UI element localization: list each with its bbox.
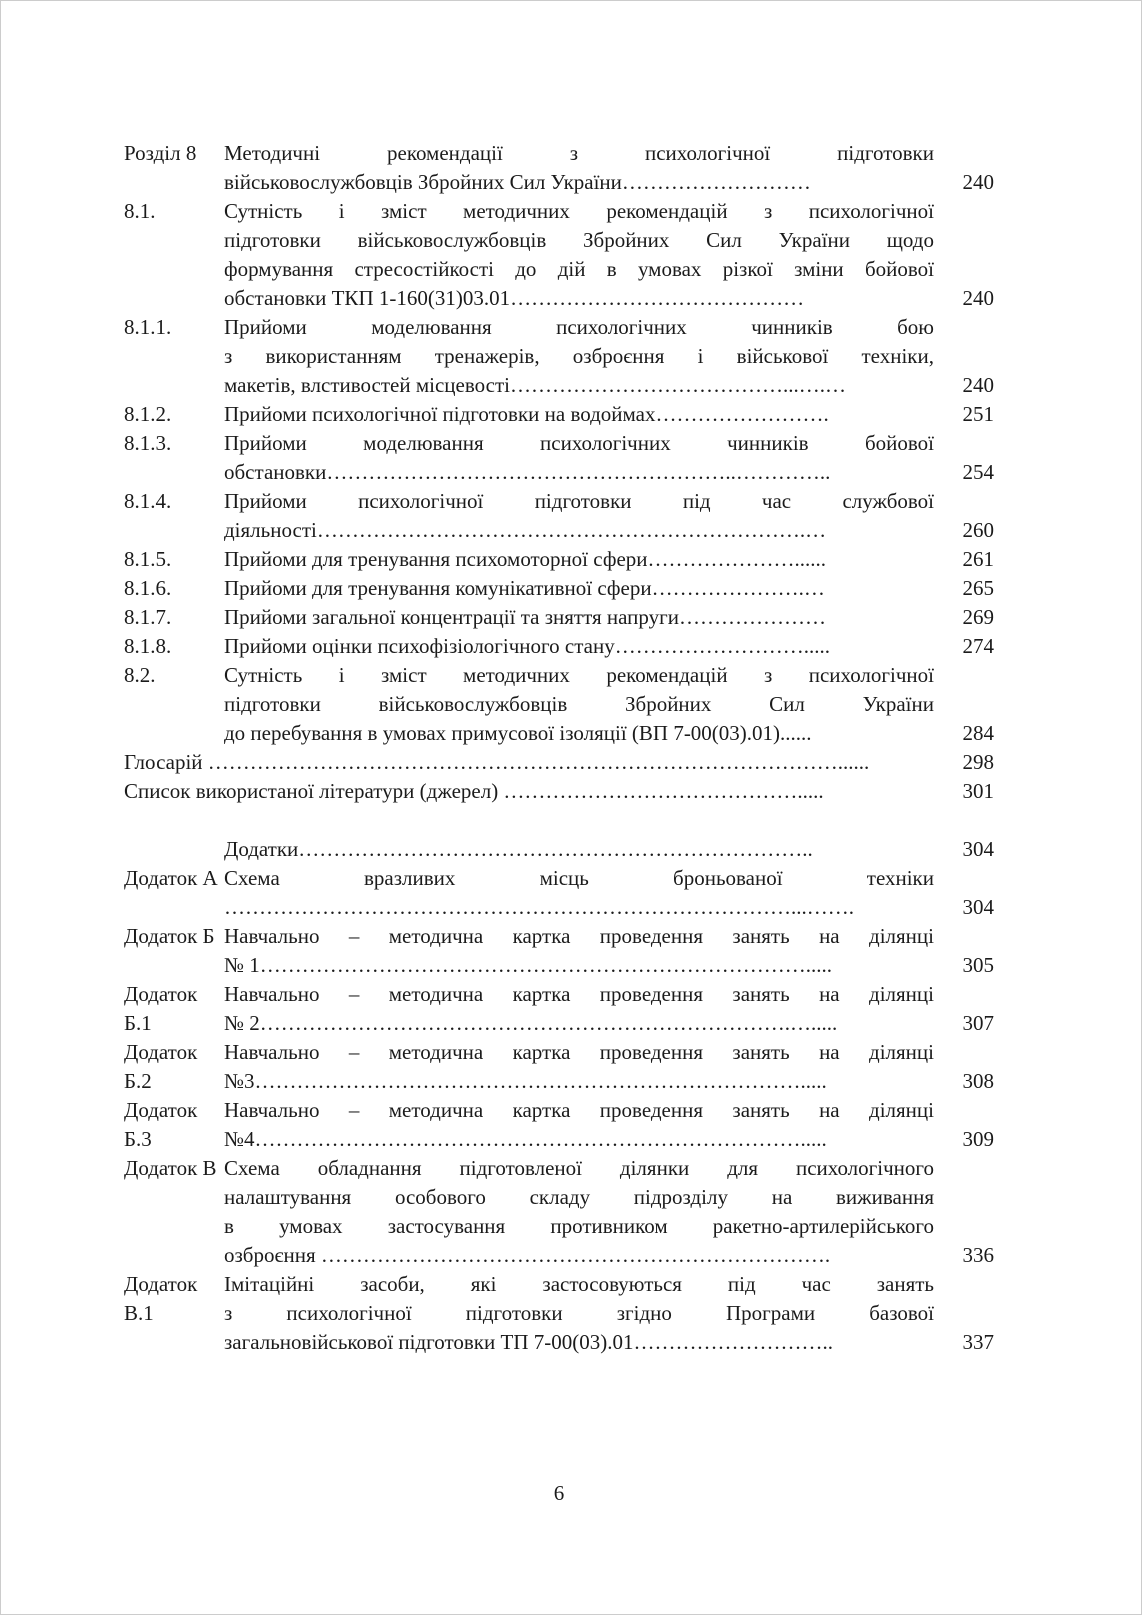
toc-entry-label: 8.1.2. — [124, 402, 172, 426]
toc-entry-page: 254 — [962, 460, 994, 484]
toc-entry-title — [224, 632, 934, 661]
toc-entry-label: 8.1.5. — [124, 547, 172, 571]
toc-entry-label: Додаток В.1 — [124, 1272, 198, 1325]
toc-title-line: в умовах застосування противником ракетно-артилерійського — [224, 1214, 934, 1238]
toc-title-line: озброєння ………………………………………………………………. — [224, 1243, 831, 1267]
toc-row — [124, 1270, 994, 1357]
toc-title-line: макетів, влстивостей місцевості…………………………………...….… — [224, 373, 846, 397]
toc-title-line: налаштування особового складу підрозділу на виживання — [224, 1185, 934, 1209]
toc-entry-label: Розділ 8 — [124, 141, 197, 165]
toc-title-line: Прийоми для тренування психомоторної сфери…………………...... — [224, 547, 827, 571]
toc-title-line: Навчально – методична картка проведення занять на ділянці — [224, 1098, 934, 1122]
toc-row — [124, 835, 994, 864]
toc-entry-label: 8.1.7. — [124, 605, 172, 629]
page-number: 6 — [553, 1481, 565, 1505]
toc-title-line: Імітаційні засоби, які застосовуються під час занять — [224, 1272, 934, 1296]
toc-title-line: діяльності…………………………………………………………….… — [224, 518, 827, 542]
toc-entry-page: 308 — [962, 1069, 994, 1093]
toc-row — [124, 574, 994, 603]
toc-entry-title — [224, 980, 934, 1038]
toc-title-line: Прийоми психологічної підготовки на водоймах……………………. — [224, 402, 829, 426]
toc-entry-title — [124, 777, 934, 806]
toc-title-line: Прийоми для тренування комунікативної сфери………………….… — [224, 576, 825, 600]
toc-row — [124, 980, 994, 1038]
toc-entry-label: 8.1.3. — [124, 431, 172, 455]
toc-row — [124, 748, 994, 777]
toc-entry-label: 8.1. — [124, 199, 156, 223]
toc-entry-title — [224, 487, 934, 545]
toc-entry-label: 8.1.6. — [124, 576, 172, 600]
toc-title-line: ………………………………………………………………………...……. — [224, 895, 854, 919]
toc-row — [124, 661, 994, 748]
toc-entry-label: Додаток Б.1 — [124, 982, 198, 1035]
toc-entry-title — [224, 429, 934, 487]
toc-entry-title — [224, 661, 934, 748]
toc-entry-label: 8.1.1. — [124, 315, 172, 339]
toc-entry-page: 260 — [962, 518, 994, 542]
toc-entry-page: 240 — [962, 373, 994, 397]
toc-entry-page: 337 — [962, 1330, 994, 1354]
toc-entry-page: 284 — [962, 721, 994, 745]
toc-row — [124, 487, 994, 545]
toc-entry-label — [124, 835, 224, 864]
toc-entry-page: 301 — [962, 779, 994, 803]
toc-title-line: Глосарій ………………………………………………………………………………...... — [124, 750, 870, 774]
toc-entry-page: 304 — [962, 895, 994, 919]
toc-entry-title — [224, 197, 934, 313]
toc-title-line: обстановки ТКП 1-160(31)03.01…………………………………… — [224, 286, 805, 310]
toc-title-line: Навчально – методична картка проведення занять на ділянці — [224, 982, 934, 1006]
toc-entry-page: 305 — [962, 953, 994, 977]
toc-entry-page: 309 — [962, 1127, 994, 1151]
toc-entry-page: 298 — [962, 750, 994, 774]
toc-title-line: Прийоми психологічної підготовки під час службової — [224, 489, 934, 513]
toc-entry-title — [224, 922, 934, 980]
toc-entry-label: 8.2. — [124, 663, 156, 687]
toc-title-line: Схема обладнання підготовленої ділянки для психологічного — [224, 1156, 934, 1180]
toc-row — [124, 429, 994, 487]
toc-title-line: Прийоми оцінки психофізіологічного стану………………………..... — [224, 634, 830, 658]
toc-title-line: Прийоми загальної концентрації та зняття напруги………………… — [224, 605, 826, 629]
toc-title-line: формування стресостійкості до дій в умовах різкої зміни бойової — [224, 257, 934, 281]
toc-entry-title — [224, 574, 934, 603]
toc-entry-title — [224, 313, 934, 400]
toc-entry-title — [224, 1270, 934, 1357]
toc-entry-page: 269 — [962, 605, 994, 629]
toc-entry-page: 240 — [962, 286, 994, 310]
toc-title-line: Список використаної літератури (джерел) ……………………………………..... — [124, 779, 824, 803]
toc-entry-title — [224, 545, 934, 574]
toc-row — [124, 545, 994, 574]
toc-entry-title — [124, 748, 934, 777]
toc-title-line: з використанням тренажерів, озброєння і військової техніки, — [224, 344, 934, 368]
toc-title-line: Прийоми моделювання психологічних чинників бою — [224, 315, 934, 339]
toc-title-line: Сутність і зміст методичних рекомендацій з психологічної — [224, 663, 934, 687]
toc-row — [124, 313, 994, 400]
toc-entry-page: 336 — [962, 1243, 994, 1267]
toc-row — [124, 400, 994, 429]
toc-title-line: до перебування в умовах примусової ізоляції (ВП 7-00(03).01)...... — [224, 721, 812, 745]
toc-row — [124, 777, 994, 806]
toc-title-line: підготовки військовослужбовців Збройних Сил України — [224, 692, 934, 716]
toc-title-line: з психологічної підготовки згідно Програми базової — [224, 1301, 934, 1325]
toc-entry-label: 8.1.4. — [124, 489, 172, 513]
table-of-contents — [124, 139, 994, 1357]
toc-title-line: Схема вразливих місць броньованої техніки — [224, 866, 934, 890]
toc-row — [124, 603, 994, 632]
toc-entry-label: 8.1.8. — [124, 634, 172, 658]
toc-entry-label: Додаток А — [124, 866, 218, 890]
toc-entry-title — [224, 400, 934, 429]
toc-title-line: Прийоми моделювання психологічних чинників бойової — [224, 431, 934, 455]
toc-title-line: Методичні рекомендації з психологічної підготовки — [224, 141, 934, 165]
toc-entry-page: 251 — [962, 402, 994, 426]
toc-row — [124, 1154, 994, 1270]
toc-entry-title — [224, 1096, 934, 1154]
toc-row — [124, 922, 994, 980]
toc-row — [124, 1038, 994, 1096]
toc-title-line: № 2………………………………………………………………….…..... — [224, 1011, 838, 1035]
toc-title-line: підготовки військовослужбовців Збройних Сил України щодо — [224, 228, 934, 252]
toc-entry-title — [224, 864, 934, 922]
toc-title-line: загальновійськової підготовки ТП 7-00(03).01……………………….. — [224, 1330, 833, 1354]
toc-entry-page: 261 — [962, 547, 994, 571]
toc-title-line: №3……………………………………………………………………..... — [224, 1069, 827, 1093]
toc-title-line: №4……………………………………………………………………..... — [224, 1127, 827, 1151]
toc-title-line: Навчально – методична картка проведення занять на ділянці — [224, 924, 934, 948]
toc-entry-label: Додаток Б — [124, 924, 215, 948]
toc-entry-title — [224, 603, 934, 632]
toc-entry-title — [224, 1038, 934, 1096]
toc-title-line: Навчально – методична картка проведення занять на ділянці — [224, 1040, 934, 1064]
toc-entry-page: 240 — [962, 170, 994, 194]
toc-row — [124, 197, 994, 313]
toc-title-line: військовослужбовців Збройних Сил України……………………… — [224, 170, 811, 194]
toc-title-line: обстановки…………………………………………………..………….. — [224, 460, 831, 484]
toc-entry-title — [224, 835, 934, 864]
toc-title-line: Додатки……………………………………………………………….. — [224, 837, 813, 861]
toc-title-line: Сутність і зміст методичних рекомендацій з психологічної — [224, 199, 934, 223]
toc-entry-page: 265 — [962, 576, 994, 600]
toc-row — [124, 139, 994, 197]
toc-entry-label: Додаток Б.2 — [124, 1040, 198, 1093]
toc-entry-page: 274 — [962, 634, 994, 658]
toc-entry-page: 304 — [962, 837, 994, 861]
toc-row — [124, 632, 994, 661]
toc-row — [124, 1096, 994, 1154]
toc-entry-label: Додаток В — [124, 1156, 217, 1180]
toc-entry-title — [224, 1154, 934, 1270]
toc-entry-title — [224, 139, 934, 197]
toc-row — [124, 864, 994, 922]
toc-entry-page: 307 — [962, 1011, 994, 1035]
toc-title-line: № 1……………………………………………………………………..... — [224, 953, 833, 977]
toc-entry-label: Додаток Б.3 — [124, 1098, 198, 1151]
